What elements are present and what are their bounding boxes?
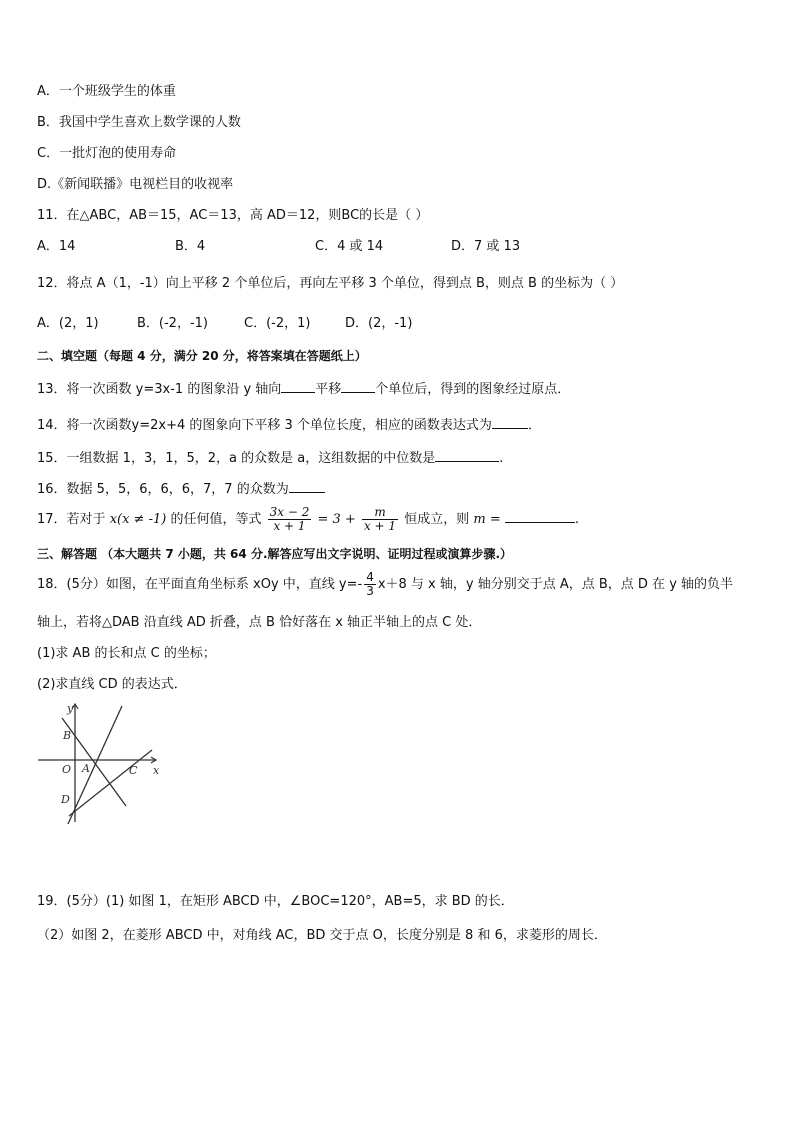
q15-text-1: 15．一组数据 1，3，1，5，2，a 的众数是 a，这组数据的中位数是 — [37, 451, 436, 466]
q19-line-2: （2）如图 2，在菱形 ABCD 中，对角线 AC，BD 交于点 O，长度分别是 8 和 6，求菱形的周长． — [37, 928, 607, 943]
q17-blank[interactable] — [505, 509, 575, 523]
q14-text-2: ． — [527, 418, 541, 433]
q17-text-1: 17．若对于 — [37, 512, 106, 527]
q16-text-1: 16．数据 5，5，6，6，6，7，7 的众数为 — [37, 482, 289, 497]
q13-blank-2[interactable] — [341, 379, 375, 393]
q15 — [37, 448, 503, 468]
q17 — [37, 505, 579, 535]
q12-option-c: C．(-2，1) — [244, 316, 311, 331]
q18-figure — [34, 698, 164, 826]
q17-text-2: 的任何值，等式 — [170, 512, 262, 527]
q18-line-2: 轴上，若将△DAB 沿直线 AD 折叠，点 B 恰好落在 x 轴正半轴上的点 C 处． — [37, 615, 482, 630]
q18-fraction — [364, 571, 376, 598]
q17-equals: = 3 + — [317, 512, 356, 527]
q18-line-1 — [37, 570, 733, 600]
q17-text-4: . — [574, 512, 579, 527]
q18-text-1: 18．(5分）如图，在平面直角坐标系 xOy 中，直线 y=- — [37, 577, 363, 592]
q18-sub-1: (1)求 AB 的长和点 C 的坐标； — [37, 646, 216, 661]
q12-option-b: B．(-2，-1) — [137, 316, 208, 331]
q13-text-1: 13．将一次函数 y=3x-1 的图象沿 y 轴向 — [37, 382, 282, 397]
q16-blank[interactable] — [289, 479, 325, 493]
line-ab — [62, 718, 126, 806]
q10-option-a: A．一个班级学生的体重 — [37, 84, 176, 99]
label-a: A — [82, 762, 90, 775]
q14 — [37, 415, 541, 435]
section-2-heading: 二、填空题（每题 4 分，满分 20 分，将答案填在答题纸上） — [37, 349, 367, 363]
q13-blank-1[interactable] — [281, 379, 315, 393]
label-o: O — [62, 763, 72, 776]
q13-text-3: 个单位后，得到的图象经过原点． — [375, 382, 571, 397]
q11-option-c: C．4 或 14 — [315, 239, 384, 254]
q16 — [37, 479, 325, 499]
q15-blank[interactable] — [435, 448, 499, 462]
q12-option-a: A．(2，1) — [37, 316, 99, 331]
q14-blank[interactable] — [492, 415, 528, 429]
q14-text-1: 14．将一次函数y=2x+4 的图象向下平移 3 个单位长度，相应的函数表达式为 — [37, 418, 492, 433]
q11-option-b: B．4 — [175, 239, 206, 254]
q13-text-2: 平移 — [315, 382, 342, 397]
q18-text-2: x＋8 与 x 轴，y 轴分别交于点 A，点 B，点 D 在 y 轴的负半 — [377, 577, 734, 592]
q17-fraction-2-num: m — [362, 506, 398, 520]
label-d: D — [61, 793, 70, 806]
q12-stem: 12．将点 A（1，-1）向上平移 2 个单位后，再向左平移 3 个单位，得到点 B，则点 B 的坐标为（ ） — [37, 276, 624, 291]
q10-option-d: D.《新闻联播》电视栏目的收视率 — [37, 177, 234, 192]
q11-stem: 11．在△ABC，AB＝15，AC＝13，高 AD＝12，则BC的长是（ ） — [37, 208, 429, 223]
q17-fraction-1 — [268, 506, 312, 533]
q17-fraction-2-den: x + 1 — [363, 519, 397, 533]
q17-text-3: 恒成立，则 — [404, 512, 470, 527]
label-x: x — [153, 764, 160, 777]
line-ad — [68, 706, 122, 824]
q18-fraction-num: 4 — [366, 570, 374, 584]
label-y: y — [67, 702, 74, 715]
q18-sub-2: (2)求直线 CD 的表达式． — [37, 677, 187, 692]
q17-fraction-1-num: 3x − 2 — [269, 505, 310, 519]
q15-text-2: . — [499, 451, 504, 466]
q19-line-1: 19．(5分）(1) 如图 1，在矩形 ABCD 中，∠BOC=120°，AB=5，求 BD 的长． — [37, 894, 514, 909]
q10-option-c: C．一批灯泡的使用寿命 — [37, 146, 177, 161]
q17-condition: x(x ≠ -1) — [109, 512, 167, 527]
section-3-heading: 三、解答题 （本大题共 7 小题，共 64 分.解答应写出文字说明、证明过程或演算步骤.） — [37, 547, 513, 561]
q13 — [37, 379, 570, 399]
q12-option-d: D．(2，-1) — [345, 316, 413, 331]
q18-fraction-den: 3 — [366, 584, 374, 598]
q17-fraction-1-den: x + 1 — [273, 519, 306, 533]
q17-fraction-2 — [362, 506, 398, 533]
label-b: B — [63, 729, 72, 742]
q10-option-b: B．我国中学生喜欢上数学课的人数 — [37, 115, 241, 130]
q11-option-d: D．7 或 13 — [451, 239, 521, 254]
q11-option-a: A．14 — [37, 239, 76, 254]
q17-m-equals: m = — [473, 512, 501, 527]
label-c: C — [129, 764, 138, 777]
